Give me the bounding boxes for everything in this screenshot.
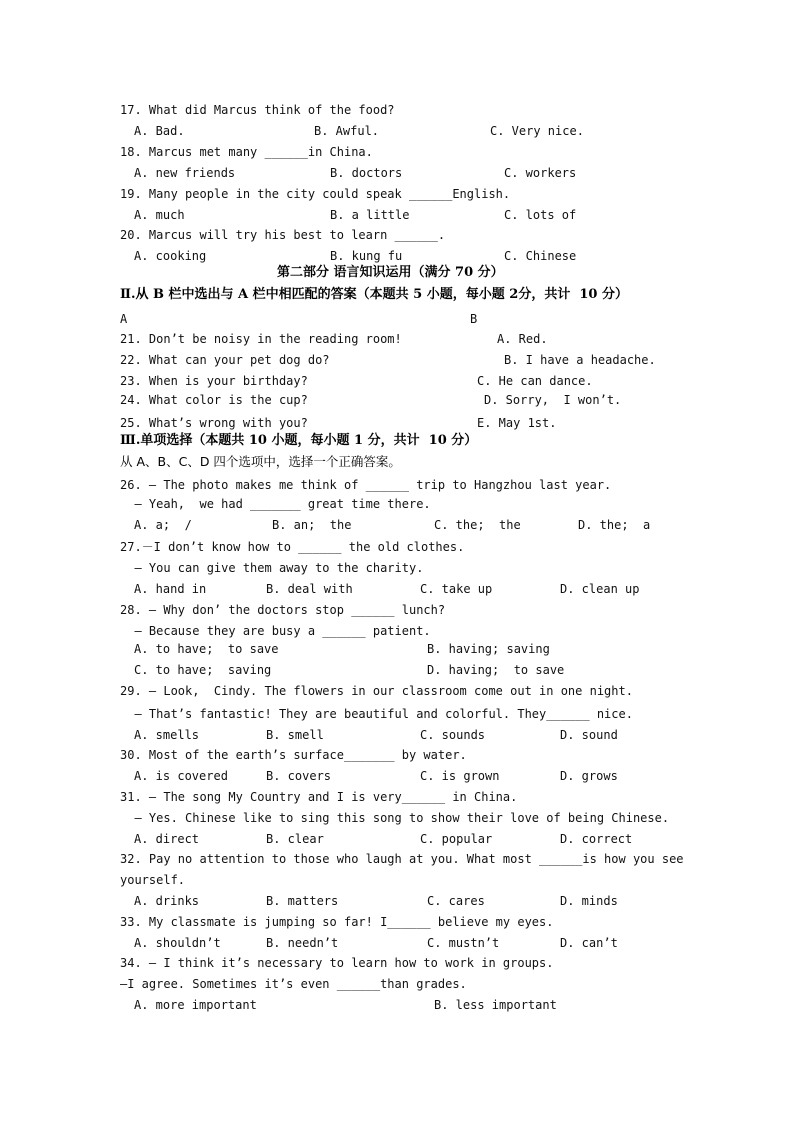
question-18-option-a: A. new friends [134,166,236,180]
question-33-option-d: D. can’t [560,936,618,950]
question-32-line-1: 32. Pay no attention to those who laugh at you. What most ______is how you see [120,852,684,866]
question-28-option-a: A. to have; to save [134,642,279,656]
question-17-option-c: C. Very nice. [490,124,584,138]
question-27-option-d: D. clean up [560,582,640,596]
question-33-option-c: C. mustn’t [427,936,500,950]
question-32-option-b: B. matters [266,894,339,908]
match-answer-e: E. May 1st. [477,416,557,430]
question-34-line-1: 34. — I think it’s necessary to learn how to work in groups. [120,956,554,970]
question-32-option-c: C. cares [427,894,485,908]
section-three-heading: Ⅲ.单项选择（本题共 10 小题，每小题 1 分，共计 10 分） [120,433,478,448]
match-answer-d: D. Sorry, I won’t. [484,393,622,407]
question-19-option-c: C. lots of [504,208,577,222]
question-18-option-b: B. doctors [330,166,403,180]
question-30-option-c: C. is grown [420,769,500,783]
match-answer-c: C. He can dance. [477,374,593,388]
question-19-stem: 19. Many people in the city could speak ______English. [120,187,511,201]
question-26-option-a: A. a; / [134,518,192,532]
question-20-option-a: A. cooking [134,249,207,263]
question-20-option-b: B. kung fu [330,249,403,263]
question-28-option-b: B. having; saving [427,642,550,656]
question-19-option-a: A. much [134,208,185,222]
question-32-option-d: D. minds [560,894,618,908]
question-29-option-a: A. smells [134,728,200,742]
question-31-option-a: A. direct [134,832,200,846]
question-28-line-1: 28. — Why don’ the doctors stop ______ lunch? [120,603,446,617]
match-question-25: 25. What’s wrong with you? [120,416,308,430]
question-26-option-b: B. an; the [272,518,352,532]
match-question-22: 22. What can your pet dog do? [120,353,330,367]
question-19-option-b: B. a little [330,208,410,222]
match-question-23: 23. When is your birthday? [120,374,308,388]
question-30-option-a: A. is covered [134,769,228,783]
match-answer-a: A. Red. [497,332,548,346]
question-28-option-c: C. to have; saving [134,663,272,677]
question-27-option-c: C. take up [420,582,493,596]
question-28-line-2: — Because they are busy a ______ patient. [120,624,431,638]
question-26-option-c: C. the; the [434,518,521,532]
match-answer-b: B. I have a headache. [504,353,656,367]
question-17-stem: 17. What did Marcus think of the food? [120,103,395,117]
question-34-option-b: B. less important [434,998,557,1012]
column-a-label: A [120,312,128,326]
question-17-option-b: B. Awful. [314,124,380,138]
question-33-option-a: A. shouldn’t [134,936,221,950]
question-27-option-b: B. deal with [266,582,353,596]
question-20-option-c: C. Chinese [504,249,577,263]
section-two-heading: Ⅱ.从 B 栏中选出与 A 栏中相匹配的答案（本题共 5 小题，每小题 2分，共计 10 分） [120,287,628,302]
question-30-option-d: D. grows [560,769,618,783]
question-31-option-c: C. popular [420,832,493,846]
section-three-instruction: 从 A、B、C、D 四个选项中，选择一个正确答案。 [120,454,401,469]
question-32-line-2: yourself. [120,873,186,887]
question-18-stem: 18. Marcus met many ______in China. [120,145,373,159]
match-question-21: 21. Don’t be noisy in the reading room! [120,332,402,346]
column-b-label: B [470,312,478,326]
question-33-line-1: 33. My classmate is jumping so far! I______ believe my eyes. [120,915,554,929]
question-31-line-2: — Yes. Chinese like to sing this song to show their love of being Chinese. [120,811,670,825]
part-two-heading: 第二部分 语言知识运用（满分 70 分） [277,265,504,280]
question-26-option-d: D. the; a [578,518,651,532]
question-26-line-1: 26. — The photo makes me think of ______ trip to Hangzhou last year. [120,478,612,492]
question-17-option-a: A. Bad. [134,124,185,138]
question-27-line-1: 27.－I don’t know how to ______ the old clothes. [120,540,465,554]
question-27-option-a: A. hand in [134,582,207,596]
question-34-line-2: —I agree. Sometimes it’s even ______than grades. [120,977,467,991]
question-30-line-1: 30. Most of the earth’s surface_______ by water. [120,748,467,762]
question-32-option-a: A. drinks [134,894,200,908]
question-29-line-1: 29. — Look, Cindy. The flowers in our classroom come out in one night. [120,684,633,698]
question-29-line-2: — That’s fantastic! They are beautiful and colorful. They______ nice. [120,707,633,721]
match-question-24: 24. What color is the cup? [120,393,308,407]
question-27-line-2: — You can give them away to the charity. [120,561,424,575]
question-31-line-1: 31. — The song My Country and I is very______ in China. [120,790,518,804]
question-30-option-b: B. covers [266,769,332,783]
question-29-option-b: B. smell [266,728,324,742]
question-29-option-c: C. sounds [420,728,486,742]
question-18-option-c: C. workers [504,166,577,180]
question-34-option-a: A. more important [134,998,257,1012]
question-33-option-b: B. needn’t [266,936,339,950]
question-29-option-d: D. sound [560,728,618,742]
question-20-stem: 20. Marcus will try his best to learn ______. [120,228,446,242]
question-31-option-b: B. clear [266,832,324,846]
question-26-line-2: — Yeah, we had _______ great time there. [120,497,431,511]
question-28-option-d: D. having; to save [427,663,565,677]
question-31-option-d: D. correct [560,832,633,846]
